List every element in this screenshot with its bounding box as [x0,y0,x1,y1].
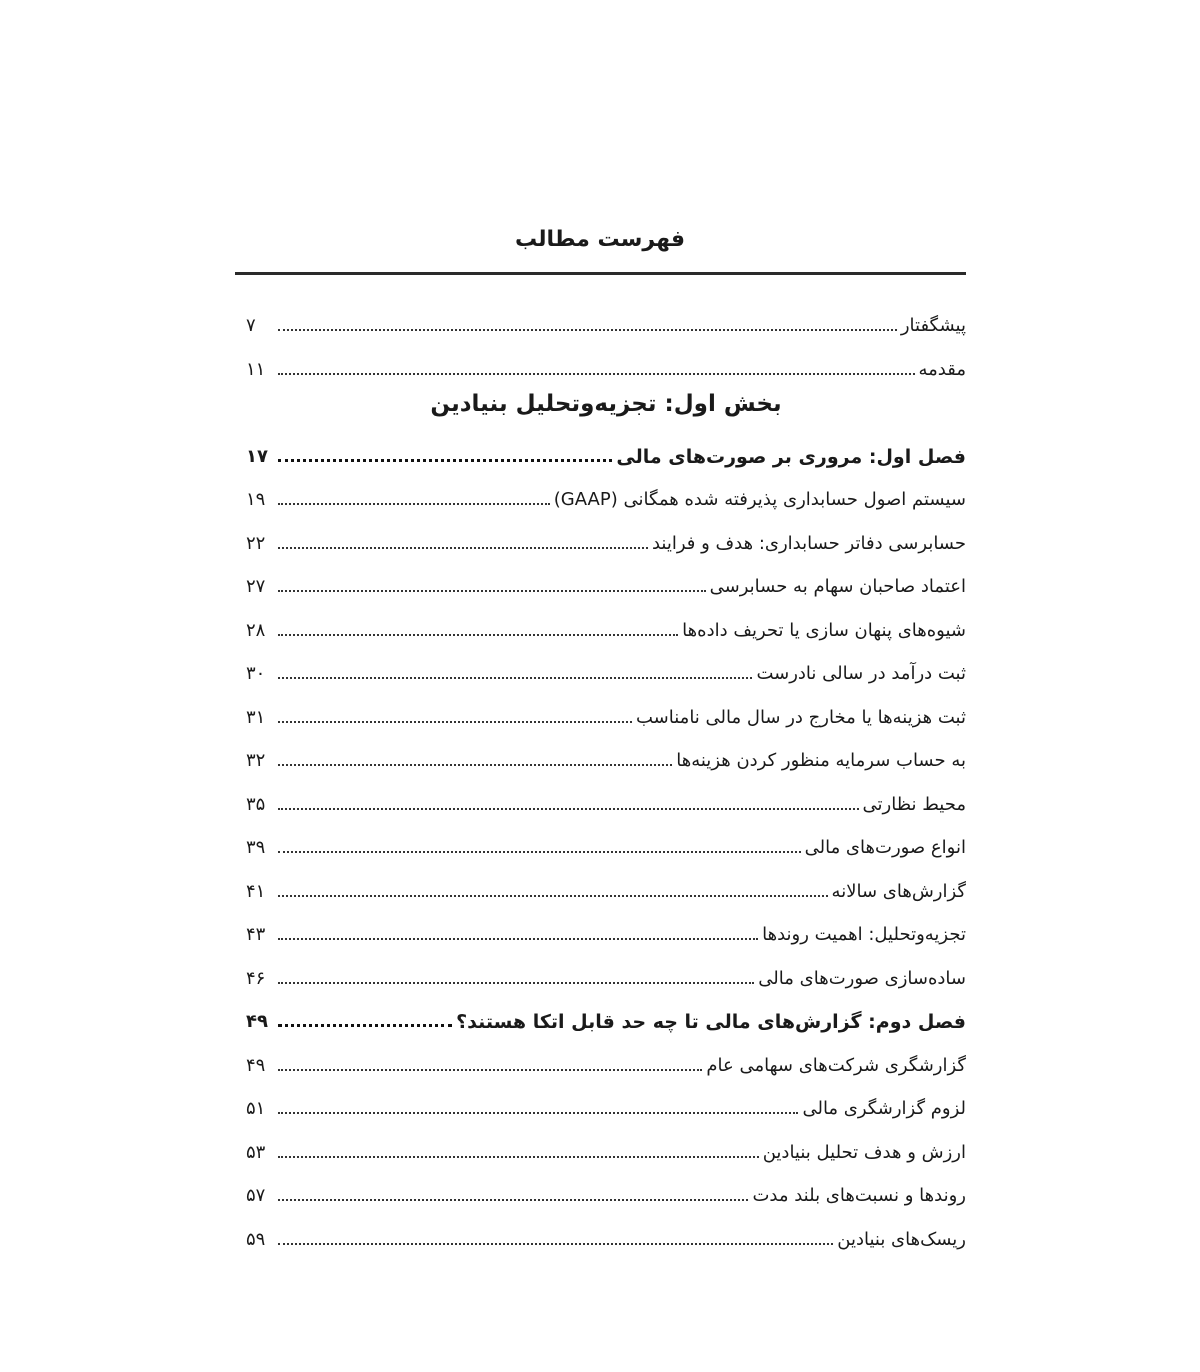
dot-leader [278,634,678,636]
dot-leader [278,590,706,592]
entry-title: سیستم اصول حسابداری پذیرفته شده همگانی (GAAP) [553,489,966,510]
dot-leader [278,547,648,549]
dot-leader [278,677,752,679]
dot-leader [278,982,754,984]
toc-entry-row [246,1166,966,1209]
toc-chapter-row [246,427,966,470]
dot-leader [278,1024,452,1027]
page-number: ۴۶ [246,968,266,989]
toc-entry-row [246,731,966,774]
page-number: ۷ [246,315,256,336]
dot-leader [278,1199,748,1201]
page-number: ۴۱ [246,881,266,902]
entry-title: تجزیه‌وتحلیل: اهمیت روندها [762,924,966,945]
page-number: ۲۲ [246,533,266,554]
toc-entry-row [246,470,966,513]
page-number: ۳۱ [246,707,266,728]
entry-title: محیط نظارتی [862,794,966,815]
dot-leader [278,721,632,723]
page-number: ۱۹ [246,489,266,510]
page-number: ۵۱ [246,1098,266,1119]
toc-entry-row [246,905,966,948]
dot-leader [278,1243,833,1245]
toc-entry-row [246,514,966,557]
entry-title: گزارش‌های سالانه [831,881,966,902]
page-number: ۳۲ [246,750,266,771]
entry-title: پیشگفتار [900,315,966,336]
page-number: ۳۹ [246,837,266,858]
chapter-title: فصل اول: مروری بر صورت‌های مالی [616,446,966,468]
toc-entry-row [246,557,966,600]
dot-leader [278,373,915,375]
dot-leader [278,1112,798,1114]
page-number: ۵۷ [246,1185,266,1206]
page-number: ۲۸ [246,620,266,641]
page-number: ۴۹ [246,1055,266,1076]
toc-entry-row [246,340,966,383]
entry-title: اعتماد صاحبان سهام به حسابرسی [709,576,966,597]
toc-entry-row [246,296,966,339]
entry-title: ریسک‌های بنیادین [837,1229,966,1250]
page-number: ۳۵ [246,794,266,815]
entry-title: حسابرسی دفاتر حسابداری: هدف و فرایند [651,533,966,554]
toc-entry-row [246,601,966,644]
dot-leader [278,895,828,897]
dot-leader [278,329,897,331]
page-number: ۱۷ [246,446,268,467]
entry-title: ارزش و هدف تحلیل بنیادین [762,1142,966,1163]
toc-entry-row [246,949,966,992]
entry-title: روندها و نسبت‌های بلند مدت [752,1185,966,1206]
entry-title: شیوه‌های پنهان سازی یا تحریف داده‌ها [682,620,966,641]
page-number: ۱۱ [246,359,266,380]
entry-title: ثبت هزینه‌ها یا مخارج در سال مالی نامناسب [636,707,966,728]
toc-entry-row [246,688,966,731]
page-number: ۵۹ [246,1229,266,1250]
page-number: ۵۳ [246,1142,266,1163]
entry-title: انواع صورت‌های مالی [804,837,966,858]
page-number: ۴۳ [246,924,266,945]
toc-chapter-row [246,992,966,1035]
page-number: ۴۹ [246,1011,268,1032]
toc-entry-row [246,775,966,818]
chapter-title: فصل دوم: گزارش‌های مالی تا چه حد قابل اتکا هستند؟ [456,1011,966,1033]
page-number: ۲۷ [246,576,266,597]
dot-leader [278,808,859,810]
section-heading: بخش اول: تجزیه‌وتحلیل بنیادین [430,391,782,417]
toc-entry-row [246,1079,966,1122]
toc-entry-row [246,1210,966,1253]
dot-leader [278,851,801,853]
dot-leader [278,764,672,766]
dot-leader [278,459,612,462]
dot-leader [278,503,550,505]
toc-entry-row [246,1036,966,1079]
page-title: فهرست مطالب [514,227,686,252]
toc-entry-row [246,862,966,905]
toc-entry-row [246,1123,966,1166]
entry-title: مقدمه [918,359,966,380]
entry-title: گزارشگری شرکت‌های سهامی عام [706,1055,966,1076]
toc-entry-row [246,818,966,861]
entry-title: ثبت درآمد در سالی نادرست [756,663,966,684]
entry-title: لزوم گزارشگری مالی [802,1098,966,1119]
title-divider [235,272,966,275]
dot-leader [278,938,758,940]
dot-leader [278,1156,759,1158]
toc-entry-row [246,644,966,687]
page-number: ۳۰ [246,663,266,684]
entry-title: به حساب سرمایه منظور کردن هزینه‌ها [676,750,966,771]
entry-title: ساده‌سازی صورت‌های مالی [758,968,966,989]
dot-leader [278,1069,702,1071]
